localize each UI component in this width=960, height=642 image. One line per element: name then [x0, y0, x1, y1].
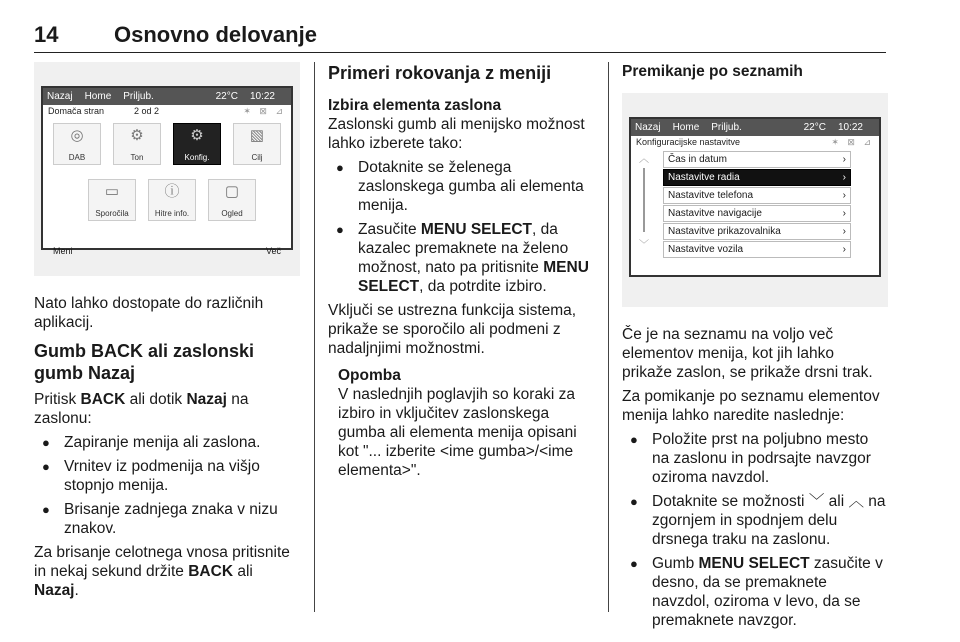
temperature: 22°C: [215, 91, 238, 102]
section-heading: Premikanje po seznamih: [622, 63, 803, 80]
column-2: [328, 62, 596, 485]
page-header: [34, 22, 886, 53]
list-item[interactable]: Nastavitve vozila ›: [663, 241, 851, 258]
chevron-right-icon: ›: [842, 190, 846, 201]
bullet-list: [328, 158, 596, 296]
more-button[interactable]: Več: [265, 246, 281, 256]
clock: 10:22: [837, 122, 863, 133]
paragraph: Vključi se ustrezna funkcija sistema, prikaže se sporočilo ali podmeni z nadaljnjimi možnostmi.: [328, 302, 577, 357]
clock: 10:22: [249, 91, 275, 102]
chevron-right-icon: ›: [842, 154, 846, 165]
status-bar: [43, 88, 291, 105]
chevron-down-icon: ﹀: [808, 493, 825, 510]
note-text: V naslednjih poglavjih so koraki za izbiro in vključitev zaslonskega gumba ali elementa menija opisani kot "... izberite <ime gumba>/<ime elementa>".: [338, 386, 577, 479]
list-item: ● Zapiranje menija ali zaslona.: [34, 433, 300, 452]
list-screen-figure: [622, 93, 888, 307]
chevron-right-icon: ›: [842, 208, 846, 219]
chevron-right-icon: ›: [842, 172, 846, 183]
home-tab[interactable]: Home: [84, 91, 112, 102]
paragraph: Zaslonski gumb ali menijsko možnost lahko izberete tako:: [328, 116, 585, 152]
temperature: 22°C: [803, 122, 826, 133]
display-screen: [41, 86, 293, 256]
sub-bar: [43, 105, 291, 117]
tile-cilj[interactable]: ▧ Cilj: [233, 123, 281, 165]
subsection-heading: Izbira elementa zaslona: [328, 97, 502, 114]
menu-button[interactable]: Meni: [53, 246, 73, 256]
list-item: ● Položite prst na poljubno mesto na zaslonu in podrsajte navzgor oziroma navzdol.: [622, 430, 888, 487]
list-item: ● Vrnitev iz podmenija na višjo stopnjo menija.: [34, 457, 300, 495]
list-item: ● Dotaknite se želenega zaslonskega gumba ali elementa menija.: [328, 158, 596, 215]
column-3: [622, 62, 888, 635]
list-item[interactable]: Nastavitve navigacije ›: [663, 205, 851, 222]
info-icon: ⓘ: [164, 183, 180, 200]
column-1: [34, 62, 300, 605]
tile-ogled[interactable]: ▢ Ogled: [208, 179, 256, 221]
paragraph: Nato lahko dostopate do različnih aplikacij.: [34, 295, 264, 331]
status-bar: [631, 119, 879, 136]
list-item: ● Dotaknite se možnosti ﹀ ali ︿ na zgornjem in spodnjem delu drsnega traku na zaslonu.: [622, 492, 888, 549]
status-icons: ✶ ⊠ ⊿: [243, 106, 286, 116]
note-box: [328, 366, 596, 480]
paragraph: Za brisanje celotnega vnosa pritisnite in nekaj sekund držite BACK ali Nazaj.: [34, 544, 290, 599]
back-tab[interactable]: Nazaj: [635, 122, 661, 133]
section-heading: Primeri rokovanja z meniji: [328, 63, 552, 83]
list-item[interactable]: Nastavitve prikazovalnika ›: [663, 223, 851, 240]
app-tiles: [43, 117, 291, 242]
chevron-up-icon: ︿: [848, 493, 864, 510]
scrollbar[interactable]: [643, 168, 645, 232]
paragraph: Za pomikanje po seznamu elementov menija lahko naredite naslednje:: [622, 388, 880, 424]
paragraph: Pritisk BACK ali dotik Nazaj na zaslonu:: [34, 391, 249, 427]
section-heading: Gumb BACK ali zaslonski gumb Nazaj: [34, 341, 255, 383]
favorites-tab[interactable]: Priljub.: [123, 91, 154, 102]
settings-icon: ⚙: [130, 127, 144, 144]
list-item[interactable]: Nastavitve radia ›: [663, 169, 851, 186]
list-item[interactable]: Čas in datum ›: [663, 151, 851, 168]
home-tab[interactable]: Home: [672, 122, 700, 133]
bullet-list: [622, 430, 888, 630]
menu-list: [631, 148, 879, 258]
chevron-right-icon: ›: [842, 244, 846, 255]
bullet-list: [34, 433, 300, 538]
list-item: ● Brisanje zadnjega znaka v nizu znakov.: [34, 500, 300, 538]
page-number: 14: [34, 22, 59, 47]
tile-ton[interactable]: ⚙ Ton: [113, 123, 161, 165]
display-screen: [629, 117, 881, 277]
column-divider: [314, 62, 315, 612]
list-item: ● Zasučite MENU SELECT, da kazalec premaknete na želeno možnost, nato pa pritisnite MENU SELECT, da potrdite izbiro.: [328, 220, 596, 296]
view-icon: ▢: [224, 183, 240, 200]
home-screen-figure: [34, 62, 300, 276]
tile-sporocila[interactable]: ▭ Sporočila: [88, 179, 136, 221]
paragraph: Če je na seznamu na voljo več elementov menija, kot jih lahko prikaže zaslon, se prikaže drsni trak.: [622, 326, 873, 381]
tile-hitre-info[interactable]: ⓘ Hitre info.: [148, 179, 196, 221]
tile-dab[interactable]: ◎ DAB: [53, 123, 101, 165]
status-icons: ✶ ⊠ ⊿: [831, 137, 874, 147]
tile-konfig[interactable]: ⚙ Konfig.: [173, 123, 221, 165]
message-icon: ▭: [104, 183, 120, 200]
radio-icon: ◎: [70, 127, 84, 144]
scroll-down-icon[interactable]: ﹀: [639, 240, 649, 251]
note-heading: Opomba: [338, 367, 401, 384]
favorites-tab[interactable]: Priljub.: [711, 122, 742, 133]
scroll-up-icon[interactable]: ︿: [639, 154, 649, 165]
sub-bar: [631, 136, 879, 148]
back-tab[interactable]: Nazaj: [47, 91, 73, 102]
page-indicator: 2 od 2: [134, 106, 160, 116]
settings-icon: ⚙: [190, 127, 204, 144]
screen-title: Konfiguracijske nastavitve: [636, 137, 741, 147]
list-item[interactable]: Nastavitve telefona ›: [663, 187, 851, 204]
screen-title: Domača stran: [48, 106, 105, 116]
column-divider: [608, 62, 609, 612]
bottom-bar: [43, 242, 291, 254]
page-title: Osnovno delovanje: [114, 22, 317, 47]
chevron-right-icon: ›: [842, 226, 846, 237]
list-item: ● Gumb MENU SELECT zasučite v desno, da se premaknete navzdol, oziroma v levo, da se premaknete navzgor.: [622, 554, 888, 630]
map-icon: ▧: [249, 127, 265, 144]
